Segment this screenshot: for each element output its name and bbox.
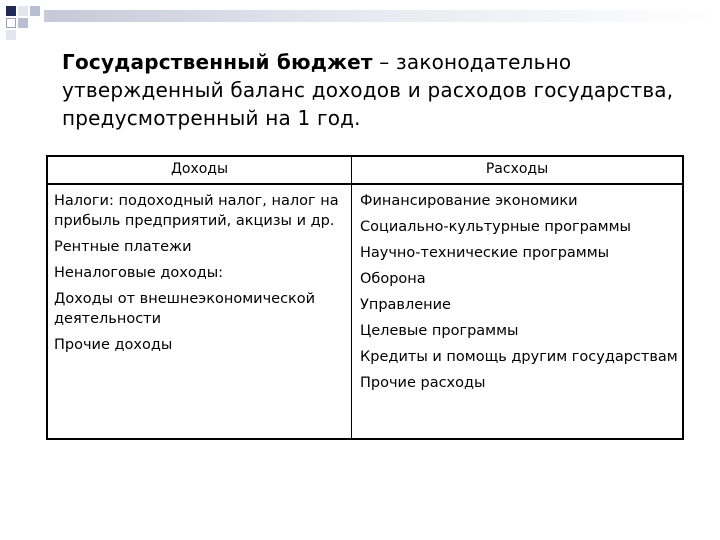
- expense-item: Управление: [360, 297, 451, 313]
- expense-item: Целевые программы: [360, 323, 519, 339]
- expense-item: Оборона: [360, 271, 426, 287]
- header-expenses: Расходы: [485, 161, 549, 177]
- slide-title: [62, 48, 682, 132]
- corner-square-icon: [6, 30, 16, 40]
- expense-item: Кредиты и помощь другим государствам: [360, 349, 678, 365]
- expenses-column: [360, 191, 678, 399]
- title-term: Государственный бюджет: [62, 50, 373, 74]
- header-divider: [48, 183, 682, 185]
- income-item: Налоги: подоходный налог, налог на прибыль предприятий, акцизы и др.: [54, 193, 339, 229]
- header-income: Доходы: [170, 161, 229, 177]
- corner-square-icon: [6, 6, 16, 16]
- income-item: Рентные платежи: [54, 239, 192, 255]
- income-item: Неналоговые доходы:: [54, 265, 224, 281]
- column-divider: [351, 157, 352, 438]
- title-definition: – законодательно утвержденный баланс доходов и расходов государства, предусмотренный на 1 год.: [62, 50, 674, 130]
- expense-item: Социально-культурные программы: [360, 219, 632, 235]
- income-column: [54, 191, 346, 361]
- expense-item: Прочие расходы: [360, 375, 486, 391]
- income-item: Доходы от внешнеэкономической деятельности: [54, 291, 316, 327]
- corner-square-icon: [30, 6, 40, 16]
- income-item: Прочие доходы: [54, 337, 173, 353]
- top-gradient-band: [44, 10, 714, 22]
- expense-item: Научно-технические программы: [360, 245, 610, 261]
- budget-table: [46, 155, 684, 440]
- corner-square-icon: [6, 18, 16, 28]
- corner-square-icon: [18, 18, 28, 28]
- corner-square-icon: [18, 6, 28, 16]
- expense-item: Финансирование экономики: [360, 193, 578, 209]
